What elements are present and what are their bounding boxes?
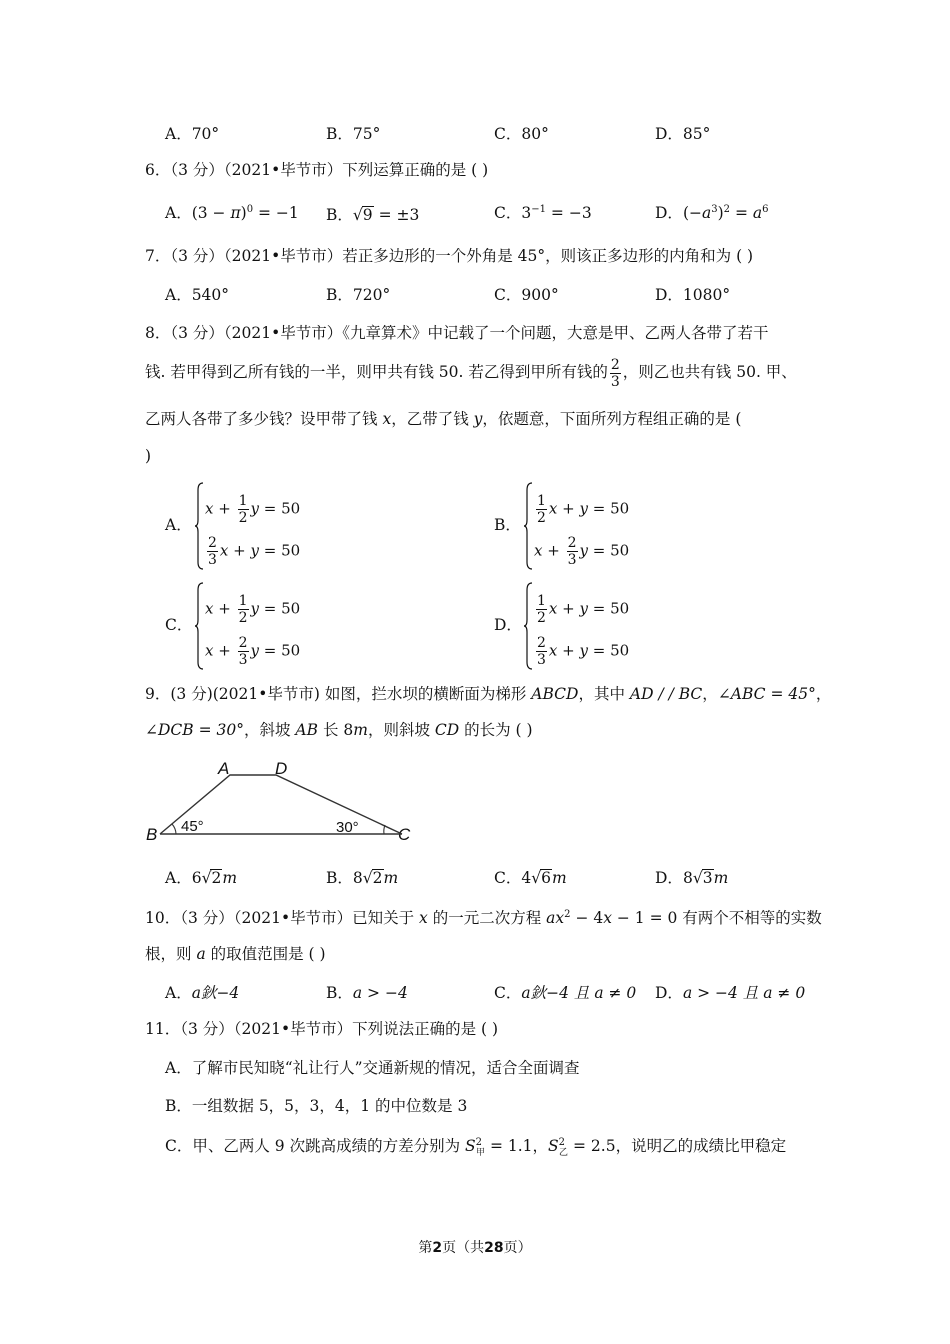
- q9-option-c: C．4√6m: [494, 869, 567, 887]
- angle-arc-c: [384, 825, 385, 834]
- trapezoid-figure: [140, 752, 430, 848]
- brace-icon: [523, 582, 533, 670]
- page-footer: 第2页（共28页）: [418, 1240, 532, 1256]
- q8-line1: 8．（3 分）（2021•毕节市）《九章算术》中记载了一个问题，大意是甲、乙两人各带了若干: [145, 324, 769, 342]
- q6-option-a: A．$(3 - \pi)^0 = -1$: [165, 203, 299, 222]
- q8-line2: 钱. 若甲得到乙所有钱的一半，则甲共有钱 50. 若乙得到甲所有钱的 $\frac{2}{3}$ ，则乙也共有钱 50. 甲、: [145, 356, 797, 390]
- q5-option-c: C．80°: [494, 125, 549, 143]
- q5-option-a: A．70°: [165, 125, 220, 143]
- q9-option-d: D．8√3m: [655, 869, 729, 887]
- q7-option-a: A．540°: [165, 286, 230, 304]
- fig-label-c: C: [398, 825, 411, 844]
- q5-option-b: B．75°: [326, 125, 381, 143]
- q10-option-d: D．a > −4 且 a ≠ 0: [655, 984, 806, 1002]
- q6-stem: 6．（3 分）（2021•毕节市）下列运算正确的是 ( ): [145, 161, 489, 179]
- q8-option-d-system: $\frac{1}{2}$ x + y = 50 $\frac{2}{3}$ x + y = 50: [523, 582, 663, 672]
- brace-icon: [194, 482, 204, 570]
- q9-line2: ∠DCB = 30°，斜坡 AB 长 8m，则斜坡 CD 的长为 ( ): [145, 721, 533, 739]
- q6-option-b: B．√9 = ±3: [326, 206, 420, 224]
- q5-option-d: D．85°: [655, 125, 711, 143]
- q8-option-c-label: C．: [165, 616, 193, 634]
- q11-option-a: A．了解市民知晓“礼让行人”交通新规的情况，适合全面调查: [165, 1059, 580, 1077]
- q10-line1: 10．（3 分）（2021•毕节市）已知关于 x 的一元二次方程 $ax^2 - 4x - 1 = 0$ 有两个不相等的实数: [145, 908, 822, 927]
- fig-label-a: A: [218, 759, 230, 778]
- q8-fraction: $\frac{2}{3}$: [610, 356, 620, 390]
- q9-option-a: A．6√2m: [165, 869, 238, 887]
- fig-label-d: D: [275, 759, 288, 778]
- q8-option-a-label: A．: [165, 516, 192, 534]
- q10-option-a: A．a鈥−4: [165, 984, 240, 1002]
- q6-option-d: D．$(-a^3)^2 = a^6$: [655, 203, 769, 222]
- angle-arc-b: [172, 824, 176, 834]
- q8-option-b-label: B．: [494, 516, 521, 534]
- q11-stem: 11．（3 分）（2021•毕节市）下列说法正确的是 ( ): [145, 1020, 499, 1038]
- fig-angle-30: 30°: [336, 819, 359, 836]
- q8-line3: 乙两人各带了多少钱？设甲带了钱 x，乙带了钱 y，依题意，下面所列方程组正确的是 (: [145, 410, 742, 428]
- q6-option-c: C．$3^{-1} = -3$: [494, 203, 592, 222]
- q7-stem: 7．（3 分）（2021•毕节市）若正多边形的一个外角是 45°，则该正多边形的内角和为 ( ): [145, 247, 754, 265]
- q7-option-b: B．720°: [326, 286, 391, 304]
- q8-option-c-system: x + $\frac{1}{2}$ y = 50 x + $\frac{2}{3}$ y = 50: [194, 582, 334, 672]
- q10-option-c: C．a鈥−4 且 a ≠ 0: [494, 984, 637, 1002]
- q11-option-c: C．甲、乙两人 9 次跳高成绩的方差分别为 $S^2_甲 = 1.1$，$S^2_乙 = 2.5$，说明乙的成绩比甲稳定: [165, 1136, 787, 1159]
- q8-line4: ): [145, 447, 152, 465]
- q9-line1: 9．(3 分)(2021•毕节市) 如图，拦水坝的横断面为梯形 ABCD，其中 AD / / BC，∠ABC = 45°，: [145, 685, 832, 703]
- q7-option-c: C．900°: [494, 286, 559, 304]
- q8-option-d-label: D．: [494, 616, 522, 634]
- brace-icon: [194, 582, 204, 670]
- brace-icon: [523, 482, 533, 570]
- q8-option-a-system: x + $\frac{1}{2}$ y = 50 $\frac{2}{3}$ x + y = 50: [194, 482, 334, 572]
- fig-angle-45: 45°: [181, 818, 204, 835]
- fig-label-b: B: [146, 825, 158, 844]
- q10-line2: 根，则 a 的取值范围是 ( ): [145, 945, 326, 963]
- q10-option-b: B．a > −4: [326, 984, 408, 1002]
- q7-option-d: D．1080°: [655, 286, 731, 304]
- q9-option-b: B．8√2m: [326, 869, 399, 887]
- q11-option-b: B．一组数据 5，5，3，4，1 的中位数是 3: [165, 1097, 468, 1115]
- q8-option-b-system: $\frac{1}{2}$ x + y = 50 x + $\frac{2}{3}$ y = 50: [523, 482, 663, 572]
